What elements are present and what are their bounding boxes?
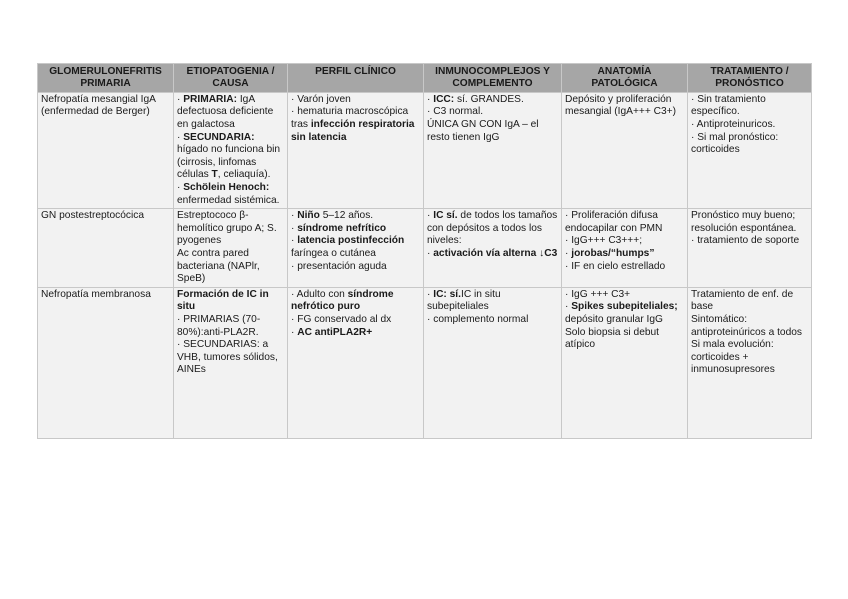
cell-etiopatogenia [174, 209, 288, 288]
header-tratamiento: TRATAMIENTO / PRONÓSTICO [688, 64, 812, 93]
table-row [38, 287, 812, 438]
cell-anatomia-patologica: Depósito y proliferación mesangial (IgA+++ C3+) [562, 92, 688, 208]
cell-etiopatogenia [174, 92, 288, 208]
header-etiopatogenia: ETIOPATOGENIA / CAUSA [174, 64, 288, 93]
inmu-line: · activación vía alterna ↓C3 [427, 247, 558, 259]
cell-name: Nefropatía mesangial IgA (enfermedad de Berger) [38, 92, 174, 208]
trat-line: Pronóstico muy bueno; resolución espontánea. [691, 210, 797, 234]
clin-line: · síndrome nefrítico [291, 222, 387, 234]
etio-line: Ac contra pared bacteriana (NAPlr, SpeB) [177, 247, 260, 285]
clin-line: · AC antiPLA2R+ [291, 326, 373, 338]
cell-perfil-clinico [288, 287, 424, 438]
ap-line: · Spikes subepiteliales; depósito granular IgG [565, 301, 678, 325]
trat-line: Tratamiento de enf. de base [691, 288, 794, 313]
clin-line: · hematuria macroscópica tras infección respiratoria sin latencia [291, 106, 415, 143]
ap-line: · IF en cielo estrellado [565, 260, 666, 272]
cell-perfil-clinico [288, 209, 424, 288]
clin-line: · Varón joven [291, 93, 351, 105]
cell-tratamiento [688, 209, 812, 288]
cell-anatomia-patologica [562, 287, 688, 438]
inmu-line: · IC sí. de todos los tamaños con depósitos a todos los niveles: [427, 210, 558, 247]
trat-line: · Antiproteinuricos. [691, 119, 776, 130]
ap-line: · IgG +++ C3+ [565, 288, 631, 300]
etio-line: · SECUNDARIAS: a VHB, tumores sólidos, AINEs [177, 339, 278, 376]
etio-primaria: · PRIMARIA: IgA defectuosa deficiente en galactosa [177, 93, 274, 130]
etio-line: · PRIMARIAS (70-80%):anti-PLA2R. [177, 313, 261, 338]
header-anatomia-patologica: ANATOMÍA PATOLÓGICA [562, 64, 688, 93]
etio-line: Estreptococo β-hemolítico grupo A; S. pyogenes [177, 210, 277, 247]
clin-line: · Adulto con síndrome nefrótico puro [291, 288, 394, 313]
etio-secundaria: · SECUNDARIA: hígado no funciona bin (cirrosis, linfomas células T, celiaquía). [177, 131, 281, 181]
header-inmunocomplejos: INMUNOCOMPLEJOS Y COMPLEMENTO [424, 64, 562, 93]
ap-line: Solo biopsia si debut atípico [565, 326, 660, 351]
cell-inmunocomplejos [424, 92, 562, 208]
cell-inmunocomplejos [424, 209, 562, 288]
clin-line: · FG conservado al dx [291, 313, 392, 325]
trat-line: · tratamiento de soporte [691, 235, 800, 247]
cell-tratamiento [688, 287, 812, 438]
inmu-line: · ICC: sí. GRANDES. [427, 93, 524, 105]
table-row [38, 92, 812, 208]
ap-line: · IgG+++ C3+++; [565, 235, 643, 247]
inmu-line: · IC: sí.IC in situ subepiteliales [427, 288, 501, 313]
ap-line: · jorobas/“humps” [565, 247, 655, 259]
inmu-line: · complemento normal [427, 313, 529, 325]
cell-perfil-clinico [288, 92, 424, 208]
header-row [38, 64, 812, 93]
trat-line: · Sin tratamiento específico. [691, 93, 766, 118]
cell-etiopatogenia [174, 287, 288, 438]
clin-line: · latencia postinfección faríngea o cutánea [291, 235, 405, 259]
cell-tratamiento [688, 92, 812, 208]
cell-anatomia-patologica [562, 209, 688, 288]
trat-line: Sintomático: antiproteinúricos a todos [691, 313, 802, 338]
clin-line: · Niño 5–12 años. [291, 210, 374, 222]
etio-line: Formación de IC in situ [177, 288, 269, 313]
table-row [38, 209, 812, 288]
header-perfil-clinico: PERFIL CLÍNICO [288, 64, 424, 93]
inmu-line: · C3 normal. [427, 106, 484, 118]
clin-line: · presentación aguda [291, 260, 387, 272]
etio-schonlein: · Schölein Henoch: enfermedad sistémica. [177, 181, 280, 206]
cell-inmunocomplejos [424, 287, 562, 438]
ap-line: · Proliferación difusa endocapilar con PMN [565, 210, 663, 234]
cell-name: Nefropatía membranosa [38, 287, 174, 438]
trat-line: Si mala evolución: corticoides + inmunosupresores [691, 339, 775, 376]
header-glomerulonefritis: GLOMERULONEFRITIS PRIMARIA [38, 64, 174, 93]
cell-name: GN postestreptocócica [38, 209, 174, 288]
glomerulonefritis-table [37, 63, 812, 439]
inmu-line: ÚNICA GN CON IgA – el resto tienen IgG [427, 119, 539, 143]
trat-line: · Si mal pronóstico: corticoides [691, 131, 779, 156]
